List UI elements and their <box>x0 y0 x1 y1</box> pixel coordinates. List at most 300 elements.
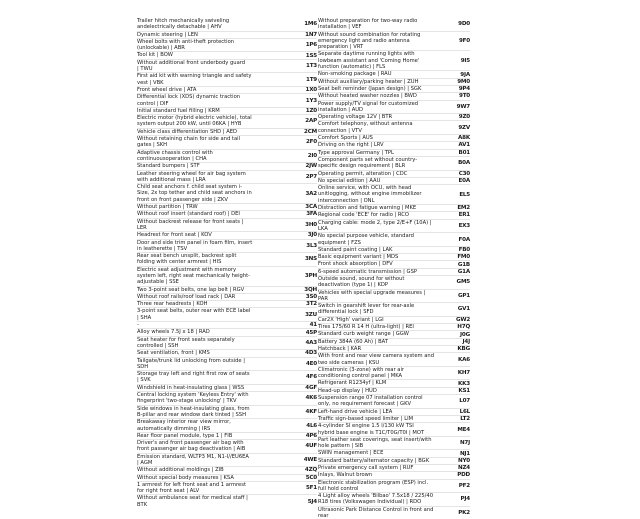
equipment-description-line: two side cameras | KSU <box>318 359 380 366</box>
equipment-row <box>318 268 470 275</box>
equipment-description-line: Outside sound, sound for without <box>318 275 405 282</box>
equipment-description <box>137 18 303 31</box>
equipment-description-line: Comfort Sports | AUS <box>318 135 373 142</box>
equipment-row <box>137 494 317 508</box>
equipment-code: LT2 <box>460 416 470 423</box>
equipment-description <box>318 380 456 386</box>
equipment-description-line: Storage tray left and right first row of seats <box>137 371 250 378</box>
equipment-row <box>318 219 470 233</box>
equipment-description <box>137 358 303 371</box>
equipment-row <box>318 316 470 323</box>
equipment-row <box>137 38 317 52</box>
equipment-row <box>318 464 470 471</box>
equipment-description-line: Without ambulance seat for medical staff | <box>137 495 248 502</box>
equipment-code: 2P7 <box>305 173 317 180</box>
equipment-list-right-column <box>318 18 471 519</box>
equipment-description-line: Online service, with OCU, with head <box>318 185 412 192</box>
equipment-description-line: Inlays, Walnut brown <box>318 472 373 479</box>
equipment-description-line: Operating permit, alteration | CDC <box>318 170 408 177</box>
equipment-description-line: 4 Light alloy wheels 'Bilbao' 7.5x18 / 225/40 <box>318 493 434 500</box>
equipment-description <box>318 331 456 337</box>
equipment-code: EM2 <box>457 205 470 212</box>
equipment-description-line: Central locking system 'Keyless Entry' with <box>137 392 249 399</box>
equipment-description-line: With front and rear view camera system and <box>318 353 434 360</box>
equipment-description <box>318 472 456 478</box>
equipment-description-line: First aid kit with warning triangle and safety <box>137 73 252 80</box>
equipment-description-line: Electronic stabilization program (ESP) incl. <box>318 479 429 486</box>
equipment-description <box>318 178 456 184</box>
equipment-code: FB0 <box>458 246 470 253</box>
equipment-description <box>137 115 303 128</box>
equipment-row <box>137 86 317 93</box>
equipment-description <box>137 52 303 58</box>
equipment-row <box>137 439 317 453</box>
equipment-code: 41 <box>309 322 317 329</box>
equipment-description-line: front on front passenger side | ZKV <box>137 196 228 203</box>
equipment-description-line: gates | SKH <box>137 142 168 149</box>
equipment-row <box>137 93 317 107</box>
equipment-description-line: andelectrically detachable | AHV <box>137 24 222 31</box>
equipment-description-line: Standard bumpers | STF <box>137 163 200 170</box>
equipment-description <box>318 276 456 289</box>
equipment-code: 9M0 <box>457 78 470 85</box>
equipment-description-line: B-pillar and rear window dark tinted | SSH <box>137 411 246 418</box>
equipment-code: L07 <box>459 398 470 405</box>
equipment-description-line: rear <box>318 513 329 519</box>
equipment-code: 2AP <box>305 118 317 125</box>
equipment-description-line: Head-up display | HUD <box>318 387 377 394</box>
equipment-row <box>318 31 470 51</box>
equipment-row <box>318 366 470 380</box>
equipment-row <box>318 156 470 170</box>
equipment-row <box>137 474 317 481</box>
equipment-description-line: Without partition | TRW <box>137 204 198 211</box>
equipment-description-line: LKA <box>318 225 328 232</box>
equipment-code: 4E0 <box>305 360 317 367</box>
equipment-description <box>318 185 456 204</box>
equipment-description <box>318 71 456 77</box>
equipment-description <box>137 337 303 350</box>
equipment-description-line: Distraction and fatigue warning | MKE <box>318 205 417 212</box>
equipment-description <box>137 150 303 163</box>
equipment-row <box>137 59 317 73</box>
equipment-code: 4GF <box>305 384 317 391</box>
equipment-code: 3NS <box>304 256 317 263</box>
equipment-description-line: Non-smoking package | RAU <box>318 71 392 78</box>
equipment-description <box>318 171 456 177</box>
equipment-code: 2CM <box>304 128 317 135</box>
equipment-description <box>137 322 303 328</box>
equipment-code: 9F0 <box>458 38 470 45</box>
equipment-description-line: Three rear headrests | KOH <box>137 301 208 308</box>
equipment-row <box>318 379 470 386</box>
equipment-row <box>318 78 470 85</box>
equipment-description-line: Without heated washer nozzles | BWD <box>318 93 417 100</box>
equipment-description-line: Trailer hitch mechanically swiveling <box>137 18 230 24</box>
equipment-row <box>137 183 317 203</box>
equipment-description <box>318 465 456 471</box>
equipment-description <box>137 253 303 266</box>
equipment-code: 4L6 <box>306 422 317 429</box>
equipment-code: 3PH <box>304 273 317 280</box>
equipment-description-line: interconnection | ONL <box>318 197 375 204</box>
equipment-description-line: unitlogging, without engine immobilizer <box>318 191 422 198</box>
equipment-description-line: hole pattern | SIB <box>318 443 364 450</box>
equipment-row <box>137 218 317 232</box>
equipment-description-line: Regional code 'ECE' for radio | RCO <box>318 212 409 219</box>
equipment-description-line: Battery 384A (60 Ah) | BAT <box>318 338 388 345</box>
equipment-description <box>137 211 303 217</box>
equipment-code: 3ZU <box>305 311 317 318</box>
equipment-code: GP1 <box>458 292 470 299</box>
equipment-description <box>318 416 456 422</box>
equipment-description <box>137 73 303 86</box>
equipment-description-line: Seat heater for front seats separately <box>137 336 235 343</box>
equipment-description <box>318 269 456 275</box>
equipment-row <box>318 141 470 148</box>
equipment-row <box>137 391 317 405</box>
equipment-row <box>137 293 317 300</box>
equipment-row <box>137 405 317 419</box>
equipment-code: KS1 <box>458 387 470 394</box>
equipment-row <box>137 239 317 253</box>
equipment-row <box>137 231 317 238</box>
equipment-code: NJ1 <box>459 450 470 457</box>
equipment-description <box>318 395 456 408</box>
equipment-row <box>318 253 470 260</box>
equipment-code: 9D0 <box>458 21 470 28</box>
equipment-description <box>318 233 456 246</box>
equipment-row <box>137 51 317 58</box>
equipment-row <box>318 113 470 120</box>
equipment-description <box>318 290 456 303</box>
equipment-code: J4J <box>462 338 470 345</box>
equipment-row <box>137 321 317 328</box>
equipment-code: C30 <box>458 170 470 177</box>
equipment-description-line: hybrid base engine is T1C/T0G/T0I | MOT <box>318 429 425 436</box>
equipment-row <box>318 18 470 31</box>
equipment-description <box>318 51 456 70</box>
equipment-description <box>318 121 456 134</box>
equipment-description <box>318 303 456 316</box>
equipment-description <box>137 467 303 473</box>
equipment-row <box>137 72 317 86</box>
equipment-row <box>137 432 317 439</box>
equipment-code: N7J <box>459 440 470 447</box>
equipment-description-line: function (automatic) | FLS <box>318 64 386 71</box>
equipment-description-line: Standard battery/alternator capacity | BGK <box>318 457 430 464</box>
equipment-description <box>137 219 303 232</box>
equipment-description <box>318 150 456 156</box>
equipment-description-line: Without retaining chain for side and tail <box>137 136 241 143</box>
equipment-description <box>318 18 456 31</box>
equipment-description-line: Tires 175/60 R 14 H (ultra-light) | REI <box>318 324 414 331</box>
equipment-row <box>137 300 317 307</box>
equipment-code: 9ZV <box>458 124 470 131</box>
equipment-description-line: equipment | FZS <box>318 239 361 246</box>
equipment-description <box>137 240 303 253</box>
equipment-description-line: Without backrest release for front seats | <box>137 218 244 225</box>
equipment-code: 3S0 <box>305 294 317 301</box>
equipment-code: J0G <box>460 331 470 338</box>
equipment-code: 4UF <box>305 443 317 450</box>
equipment-row <box>318 275 470 289</box>
equipment-row <box>318 120 470 134</box>
equipment-description-line: Driver's and front passenger air bag with <box>137 440 244 447</box>
equipment-code: 1M6 <box>304 21 317 28</box>
equipment-description-line: Without special body measures | KSA <box>137 474 234 481</box>
equipment-description-line: full hold control <box>318 485 359 492</box>
equipment-row <box>137 453 317 467</box>
equipment-description-line: Emission standard, WLTP3 M1, N1-I//EU6EA <box>137 453 249 460</box>
equipment-code: NZ4 <box>457 465 470 472</box>
equipment-list-left-column <box>137 18 317 508</box>
equipment-code: 1X0 <box>305 87 317 94</box>
equipment-description <box>318 507 456 519</box>
equipment-description <box>318 450 456 456</box>
equipment-description-line: Car2X 'High' variant | LGI <box>318 316 384 323</box>
equipment-code: KA6 <box>458 356 470 363</box>
equipment-row <box>318 232 470 246</box>
equipment-description-line: | AGM <box>137 460 153 466</box>
equipment-description-line: Tool kit | BOW <box>137 52 173 59</box>
equipment-description <box>318 317 456 323</box>
equipment-description-line: Without additional moldings | ZIB <box>137 467 224 474</box>
equipment-row <box>137 252 317 266</box>
equipment-code: B01 <box>458 149 470 156</box>
equipment-code: 4P6 <box>305 432 317 439</box>
equipment-row <box>318 302 470 316</box>
equipment-description <box>318 79 456 85</box>
equipment-description <box>137 440 303 453</box>
equipment-code: 3T2 <box>306 301 317 308</box>
equipment-code: ME4 <box>457 426 470 433</box>
equipment-description <box>137 287 303 293</box>
equipment-description <box>137 163 303 169</box>
equipment-description-line: Private emergency call system | RUF <box>318 465 414 471</box>
equipment-description-line: | SVK <box>137 377 151 384</box>
equipment-description-line: in leatherette | TSV <box>137 245 188 252</box>
equipment-description-line: system output 200 kW, until 06KA | HYB <box>137 121 242 128</box>
equipment-description <box>137 329 303 335</box>
equipment-description <box>318 32 456 51</box>
equipment-description-line: Breakaway interior rear view mirror, <box>137 419 231 426</box>
equipment-description <box>318 324 456 330</box>
equipment-code: 4ZQ <box>304 467 317 474</box>
equipment-code: 9W7 <box>456 103 470 110</box>
equipment-row <box>137 18 317 31</box>
equipment-description-line: - <box>137 322 139 329</box>
equipment-row <box>137 107 317 114</box>
equipment-description-line: LER <box>137 224 147 231</box>
equipment-description-line: Basic equipment variant | MDS <box>318 254 399 261</box>
equipment-code: A8K <box>458 135 470 142</box>
equipment-description <box>318 353 456 366</box>
equipment-code: 2JW <box>305 163 317 170</box>
equipment-description-line: lowbeam assistant and 'Coming Home' <box>318 57 420 64</box>
equipment-row <box>137 286 317 293</box>
equipment-description <box>318 346 456 352</box>
equipment-description-line: control | DIF <box>137 100 169 107</box>
equipment-description <box>318 205 456 211</box>
equipment-row <box>318 211 470 218</box>
equipment-description-line: Ultrasonic Park Distance Control in front and <box>318 506 434 513</box>
equipment-description <box>318 458 456 464</box>
equipment-code: 1N7 <box>305 31 317 38</box>
equipment-description <box>318 220 456 233</box>
equipment-code: GV1 <box>457 306 470 313</box>
equipment-description-line: Switch in gearshift lever for rear-axle <box>318 303 415 310</box>
equipment-description <box>318 157 456 170</box>
equipment-description <box>137 392 303 405</box>
equipment-description-line: differential lock | SFD <box>318 309 374 316</box>
equipment-description-line: Left-hand drive vehicle | LEA <box>318 408 393 415</box>
equipment-description-line: Climatronic (3-zone) with rear air <box>318 366 405 373</box>
equipment-description-line: controlled | SSH <box>137 342 179 349</box>
equipment-description <box>137 419 303 432</box>
equipment-description-line: Power supply/TV signal for customized <box>318 100 419 107</box>
equipment-code: 9JA <box>460 71 470 78</box>
equipment-description-line: emergency light and radio antenna <box>318 37 410 44</box>
equipment-description <box>318 212 456 218</box>
equipment-description <box>137 129 303 135</box>
equipment-row <box>318 260 470 267</box>
equipment-description-line: No special edition | AAU <box>318 177 381 184</box>
equipment-description-line: Without roof rails/roof load rack | DAR <box>137 293 236 300</box>
equipment-row <box>318 323 470 330</box>
equipment-code: H7Q <box>457 324 470 331</box>
equipment-description <box>137 475 303 481</box>
equipment-description <box>137 495 303 508</box>
equipment-description-line: Traffic sign-based speed limiter | LIM <box>318 415 414 422</box>
equipment-description <box>318 339 456 345</box>
equipment-description-line: Door and side trim panel in foam film, insert <box>137 239 253 246</box>
equipment-row <box>318 50 470 70</box>
equipment-code: F0A <box>458 236 470 243</box>
equipment-code: 1P6 <box>305 42 317 49</box>
equipment-description <box>318 114 456 120</box>
equipment-description <box>318 423 456 436</box>
equipment-description-line: Without additional front underbody guard <box>137 59 246 66</box>
equipment-row <box>318 92 470 99</box>
equipment-row <box>318 422 470 436</box>
equipment-description-line: conditioning control panel | MKA <box>318 373 403 380</box>
equipment-row <box>318 408 470 415</box>
equipment-row <box>137 328 317 335</box>
equipment-row <box>137 203 317 210</box>
equipment-code: PJ4 <box>460 496 470 503</box>
equipment-description-line: Two 3-point seat belts, one lap belt | RGV <box>137 286 245 293</box>
equipment-code: 1Z0 <box>305 108 317 114</box>
equipment-description-line: Refrigerant R1234yf | KLM <box>318 380 387 387</box>
equipment-description-line: Part leather seat coverings, seat insert/with <box>318 436 432 443</box>
equipment-description <box>318 135 456 141</box>
equipment-code: 9I5 <box>460 57 470 64</box>
equipment-code: 1S5 <box>305 52 317 59</box>
equipment-description-line: connection | VTV <box>318 127 362 134</box>
equipment-row <box>137 466 317 473</box>
equipment-description-line: Hatchback | KAR <box>318 345 362 352</box>
equipment-description-line: Seat ventilation, front | KMS <box>137 350 210 357</box>
equipment-row <box>137 114 317 128</box>
equipment-description-line: Electric motor (hybrid electric vehicle), total <box>137 115 252 122</box>
equipment-description-line: Without roof insert (standard roof) | DEI <box>137 211 240 218</box>
equipment-description-line: 3-point seat belts, outer rear with ECE label <box>137 308 251 315</box>
equipment-description-line: only, no requirement forecast | GKV <box>318 401 412 408</box>
equipment-description-line: Size, 2x top tether and child seat anchors in <box>137 190 252 197</box>
equipment-description-line: 1 armrest for left front seat and 1 armrest <box>137 481 246 488</box>
equipment-row <box>137 210 317 217</box>
equipment-row <box>318 149 470 156</box>
equipment-row <box>137 307 317 321</box>
equipment-code: 3L3 <box>306 242 317 249</box>
equipment-code: AV1 <box>458 142 470 149</box>
equipment-description-line: Adaptive chassis control with <box>137 149 213 156</box>
equipment-description <box>318 367 456 380</box>
equipment-row <box>318 492 470 506</box>
equipment-code: B0A <box>458 160 470 167</box>
equipment-row <box>137 336 317 350</box>
equipment-description-line: PAR <box>318 295 328 302</box>
equipment-description-line: | SHA <box>137 314 152 321</box>
equipment-description-line: Component parts set without country- <box>318 156 418 163</box>
equipment-description <box>318 86 456 92</box>
equipment-code: 3FA <box>306 211 317 218</box>
equipment-code: NY0 <box>457 457 470 464</box>
equipment-description <box>137 171 303 184</box>
equipment-row <box>318 436 470 450</box>
equipment-description-line: Child seat anchors f. child seat system i- <box>137 184 242 191</box>
equipment-code: G1A <box>457 268 470 275</box>
equipment-code: L6L <box>459 408 470 415</box>
equipment-row <box>318 177 470 184</box>
equipment-description-line: deactivation (type 1) | KDP <box>318 282 388 289</box>
equipment-description-line: installation | VEF <box>318 24 362 31</box>
equipment-code: 4KF <box>305 408 317 415</box>
equipment-description <box>137 60 303 73</box>
equipment-description <box>137 87 303 93</box>
equipment-description-line: Rear seat bench unsplit, backrest split <box>137 253 237 260</box>
equipment-code: 4F6 <box>305 374 317 381</box>
equipment-description <box>137 94 303 107</box>
equipment-row <box>318 204 470 211</box>
equipment-description <box>318 142 456 148</box>
equipment-code: PF2 <box>458 482 470 489</box>
equipment-code: ER1 <box>458 212 470 219</box>
equipment-code: 9T0 <box>459 93 470 100</box>
equipment-description-line: Front shock absorption | DFV <box>318 261 393 268</box>
equipment-row <box>318 352 470 366</box>
equipment-description-line: system left, right seat mechanically height- <box>137 272 251 279</box>
equipment-description-line: Standard paint coating | LAK <box>318 246 393 253</box>
equipment-description-line: for right front seat | ALV <box>137 488 200 495</box>
equipment-description <box>318 93 456 99</box>
equipment-description <box>137 454 303 467</box>
equipment-description-line: 6-speed automatic transmission | GSP <box>318 268 418 275</box>
equipment-description-line: vest | VBK <box>137 79 164 86</box>
equipment-description-line: preparation | VRT <box>318 44 364 51</box>
equipment-code: 5F1 <box>305 485 317 492</box>
equipment-code: 3QH <box>304 286 317 293</box>
equipment-description-line: Initial standard fuel filling | KRM <box>137 107 220 114</box>
equipment-description <box>137 39 303 52</box>
equipment-row <box>318 85 470 92</box>
equipment-code: G1B <box>457 261 470 268</box>
equipment-row <box>318 479 470 493</box>
equipment-code: 4D3 <box>305 350 317 357</box>
equipment-row <box>137 384 317 391</box>
equipment-row <box>137 135 317 149</box>
